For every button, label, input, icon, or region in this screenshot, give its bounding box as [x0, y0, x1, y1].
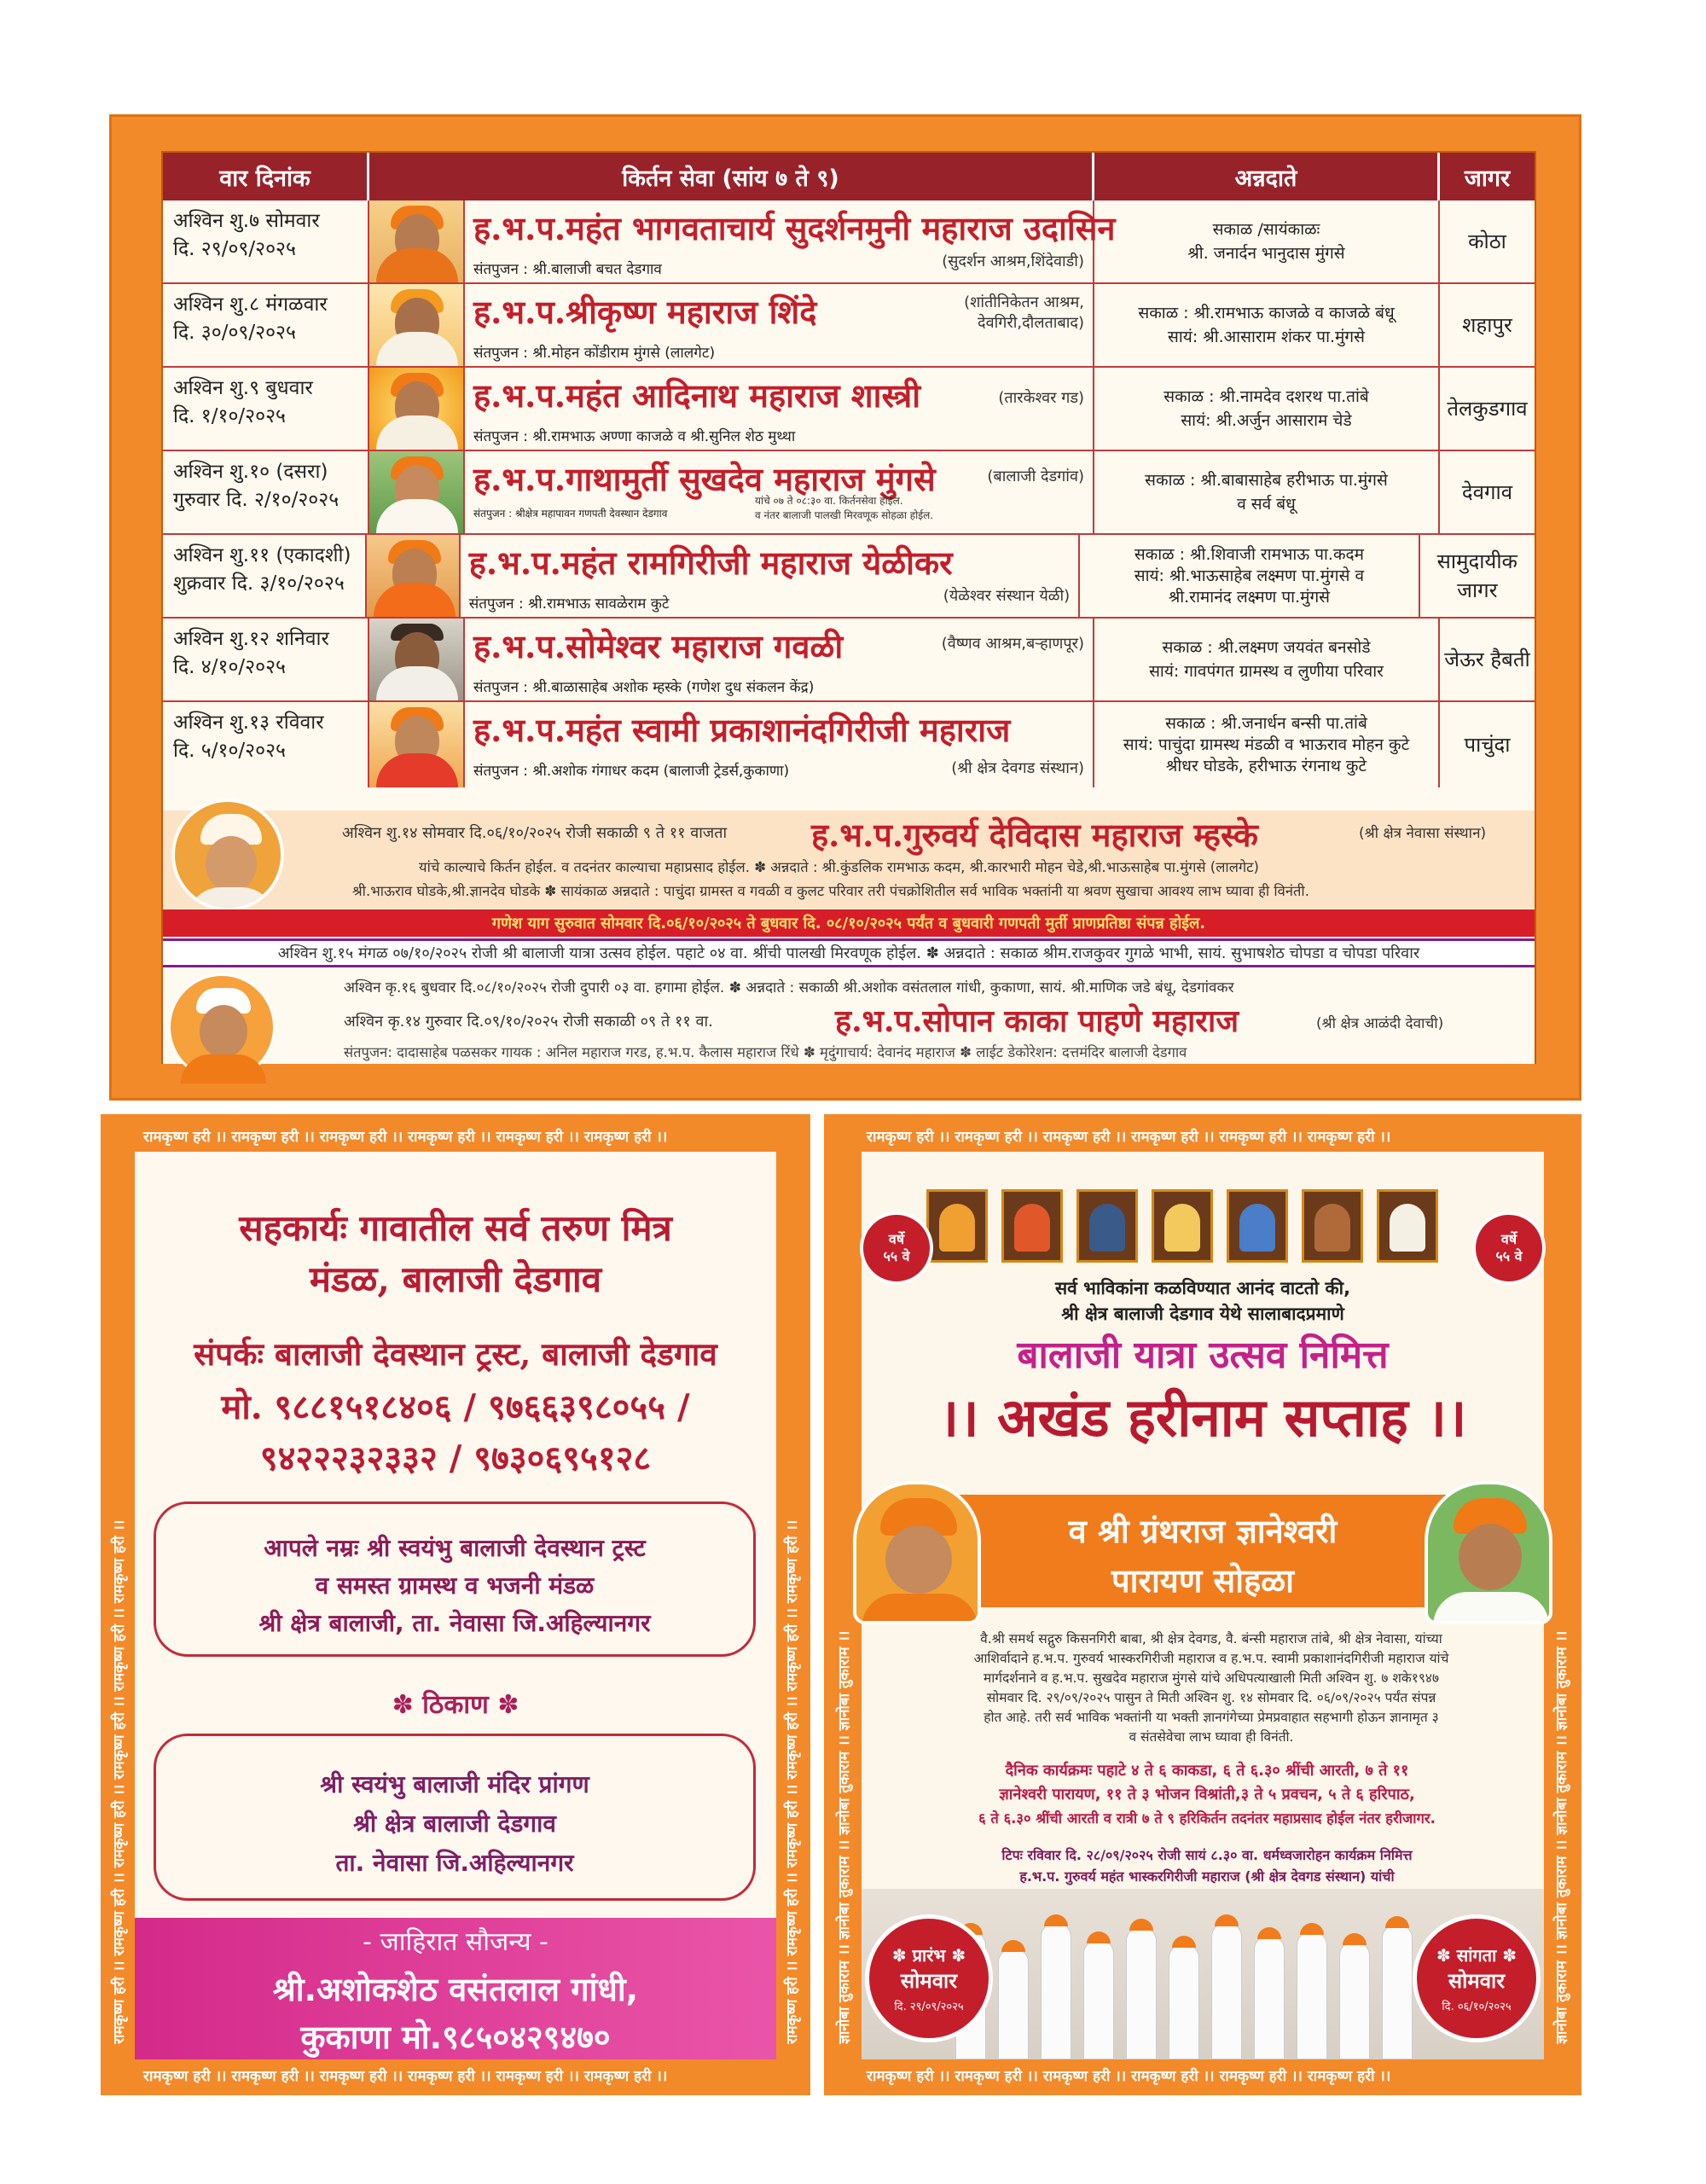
sopan-ashram: (श्री क्षेत्र आळंदी देवाची): [1316, 1015, 1444, 1032]
row-date: अश्विन शु.११ (एकादशी) शुक्रवार दि. ३/१०/२०२५: [163, 535, 367, 617]
daily-program: दैनिक कार्यक्रमः पहाटे ४ ते ६ काकडा, ६ ते ६.३० श्रींची आरती, ७ ते ११ ज्ञानेश्वरी पारायण, ११ ते ३ भोजन विश्रांती,३ ते ५ प्रवचन, ५ ते ६ हरिपाठ, ६ ते ६.३० श्रींची आरती व रात्री ७ ते ९ हरिकिर्तन तदनंतर महाप्रसाद होईल नंतर हरीजागर.: [978, 1762, 1436, 1827]
guru-line3: श्री.भाऊराव घोडके,श्री.ज्ञानदेव घोडके ✽ सायंकाळ अन्नदाते : पाचुंदा ग्रामस्त व गवळी व कुलट परिवार तरी पंचक्रोशितील सर्व भाविक भक्तांनी या श्रवण सुखाचा आवश्य लाभ घ्यावा ही विनंती.: [352, 883, 1309, 899]
speaker-name: ह.भ.प.महंत रामगिरीजी महाराज येळीकर: [468, 543, 953, 582]
ashram: (वैष्णव आश्रम,बऱ्हाणपूर): [941, 635, 1084, 653]
guru-line1: अश्विन शु.१४ सोमवार दि.०६/१०/२०२५ रोजी सकाळी ९ ते ११ वाजता: [342, 824, 728, 842]
kirtan-cell: [465, 619, 1094, 700]
saint-photo-left: [853, 1481, 981, 1624]
header-kirtan: किर्तन सेवा (सांय ७ ते ९): [369, 153, 1094, 200]
title-line1: बालाजी यात्रा उत्सव निमित्त: [1017, 1333, 1389, 1377]
border-text-left: रामकृष्ण हरी ।। रामकृष्ण हरी ।। रामकृष्ण हरी ।। रामकृष्ण हरी ।। रामकृष्ण हरी ।। रामकृष्ण हरी ।।: [111, 1519, 128, 2044]
guru-kala-kirtan: [163, 810, 1535, 909]
year-badge-left: वर्षे ५५ वे: [860, 1211, 933, 1285]
thikan-label: ✽ ठिकाण ✽: [392, 1690, 519, 1720]
border-text-right: ज्ञानोबा तुकाराम ।। ज्ञानोबा तुकाराम ।। ज्ञानोबा तुकाराम ।। ज्ञानोबा तुकाराम ।।: [1553, 1630, 1570, 2044]
border-text-top: रामकृष्ण हरी ।। रामकृष्ण हरी ।। रामकृष्ण हरी ।। रामकृष्ण हरी ।। रामकृष्ण हरी ।। रामकृष्ण हरी ।।: [867, 1129, 1391, 1146]
deity-image: [1001, 1189, 1063, 1263]
saint-photo-right: [1425, 1481, 1552, 1624]
row-date: अश्विन शु.१२ शनिवार दि. ४/१०/२०२५: [163, 619, 369, 700]
sopan-kaka-block: [163, 970, 1535, 1064]
banner-line1: व श्री ग्रंथराज ज्ञानेश्वरी: [1068, 1513, 1338, 1550]
kirtan-cell: [461, 535, 1080, 617]
speaker-photo: [369, 619, 465, 700]
border-text-left: ज्ञानोबा तुकाराम ।। ज्ञानोबा तुकाराम ।। ज्ञानोबा तुकाराम ।। ज्ञानोबा तुकाराम ।।: [836, 1630, 853, 2044]
ad-sponsor: [135, 1918, 776, 2059]
speaker-name: ह.भ.प.श्रीकृष्ण महाराज शिंदे: [473, 293, 817, 331]
santpujan: संतपुजन : श्री.बालाजी बचत देडगाव: [473, 261, 662, 278]
ashram: (तारकेश्वर गड): [998, 389, 1084, 407]
kirtan-cell: [465, 200, 1116, 282]
title-line2: ।। अखंड हरीनाम सप्ताह ।।: [938, 1386, 1467, 1449]
row-date: अश्विन शु.१३ रविवार दि. ५/१०/२०२५: [163, 702, 369, 787]
speaker-photo: [369, 200, 465, 282]
tip-note: टिपः रविवार दि. २८/०९/२०२५ रोजी सायं ८.३० वा. धर्मध्वजारोहन कार्यक्रम निमित्त ह.भ.प. गुरुवर्य महंत भास्करगिरीजी महाराज (श्री क्षेत्र देवगड संस्थान) यांची: [1001, 1847, 1413, 1885]
annadate-cell: सकाळ : श्री.लक्ष्मण जयवंत बनसोडे सायं: गावपंगत ग्रामस्थ व लुणीया परिवार: [1094, 619, 1440, 700]
jagar-cell: पाचुंदा: [1464, 733, 1511, 757]
annadate-cell: सकाळ /सायंकाळः श्री. जनार्दन भानुदास मुंगसे: [1094, 200, 1440, 282]
schedule-panel: [109, 114, 1581, 1101]
speaker-photo: [369, 702, 465, 787]
sahakarya-line1: सहकार्यः गावातील सर्व तरुण मित्र: [239, 1207, 672, 1249]
santpujan: संतपुजन : श्री.बाळासाहेब अशोक म्हस्के (गणेश दुध संकलन केंद्र): [473, 679, 815, 696]
annadate-cell: सकाळ : श्री.शिवाजी रामभाऊ पा.कदम सायं: श्री.भाऊसाहेब लक्ष्मण पा.मुंगसे व श्री.रामानंद लक्ष्मण पा.मुंगसे: [1080, 535, 1420, 617]
place-line2: श्री क्षेत्र बालाजी देडगाव: [353, 1809, 556, 1838]
speaker-name: ह.भ.प.महंत स्वामी प्रकाशानंदगिरीजी महाराज: [473, 711, 1011, 749]
place-box: [154, 1734, 756, 1901]
row-date: अश्विन शु.१० (दसरा) गुरुवार दि. २/१०/२०२५: [163, 451, 369, 533]
yatra-bar: अश्विन शु.१५ मंगळ ०७/१०/२०२५ रोजी श्री बालाजी यात्रा उत्सव होईल. पहाटे ०४ वा. श्रींची पालखी मिरवणूक होईल. ✽ अन्नदाते : सकाळ श्रीम.राजकुवर गुगळे भाभी, सायं. सुभाषशेठ चोपडा व चोपडा परिवार: [163, 938, 1535, 967]
end-seal: ✽ सांगता ✽ सोमवार दि. ०६/१०/२०२५: [1413, 1914, 1541, 2042]
jagar-cell: देवगाव: [1461, 480, 1513, 504]
table-row: [163, 619, 1535, 702]
sopan-photo: [168, 973, 276, 1081]
sopan-name: ह.भ.प.सोपान काका पाहणे महाराज: [835, 1003, 1239, 1039]
ashram: (श्री क्षेत्र देवगड संस्थान): [951, 759, 1084, 777]
border-text-top: रामकृष्ण हरी ।। रामकृष्ण हरी ।। रामकृष्ण हरी ।। रामकृष्ण हरी ।। रामकृष्ण हरी ।। रामकृष्ण हरी ।।: [143, 1129, 668, 1146]
santpujan: संतपुजन : श्री.मोहन कोंडीराम मुंगसे (लालगेट): [473, 345, 716, 362]
santpujan: संतपुजन : श्री.रामभाऊ सावळेराम कुटे: [468, 595, 670, 613]
sopan-line1: अश्विन कृ.१६ बुधवार दि.०८/१०/२०२५ रोजी दुपारी ०३ वा. हगामा होईल. ✽ अन्नदाते : सकाळी श्री.अशोक वसंतलाल गांधी, कुकाणा, सायं. श्री.माणिक जडे बंधू, देडगांवकर: [344, 979, 1234, 996]
saptah-content: [862, 1152, 1544, 2059]
table-row: [163, 200, 1535, 284]
jagar-cell: शहापुर: [1462, 313, 1512, 337]
deity-image: [926, 1189, 988, 1263]
parayan-banner: [955, 1495, 1450, 1607]
deity-image: [1227, 1189, 1288, 1263]
santpujan: संतपुजन : श्री.अशोक गंगाधर कदम (बालाजी ट्रेडर्स,कुकाणा): [473, 763, 790, 780]
guru-ashram: (श्री क्षेत्र नेवासा संस्थान): [1359, 825, 1487, 842]
annadate-cell: सकाळ : श्री.जनार्धन बन्सी पा.तांबे सायं: पाचुंदा ग्रामस्थ मंडळी व भाऊराव मोहन कुटे श्रीधर घोडके, हरीभाऊ रंगनाथ कुटे: [1094, 702, 1440, 787]
speaker-name: ह.भ.प.महंत आदिनाथ महाराज शास्त्री: [473, 376, 921, 415]
guru-name: ह.भ.प.गुरुवर्य देविदास महाराज म्हस्के: [811, 816, 1258, 854]
saptah-panel: [824, 1114, 1581, 2095]
ashram: (सुदर्शन आश्रम,शिंदेवाडी): [942, 253, 1084, 270]
intro-line1: सर्व भाविकांना कळविण्यात आनंद वाटतो की,: [1054, 1278, 1351, 1298]
ashram: (बालाजी देडगांव): [987, 468, 1084, 485]
annadate-cell: सकाळ : श्री.नामदेव दशरथ पा.तांबे सायं: श्री.अर्जुन आसाराम चेडे: [1094, 368, 1440, 450]
guru-line2: यांचे काल्याचे किर्तन होईल. व तदनंतर काल्याचा महाप्रसाद होईल. ✽ अन्नदाते : श्री.कुंडलिक रामभाऊ कदम, श्री.कारभारी मोहन चेडे,श्री.भाऊसाहेब पा.मुंगसे (लालगेट): [419, 859, 1259, 875]
row-date: अश्विन शु.८ मंगळवार दि. ३०/०९/२०२५: [163, 284, 369, 366]
ad-line2: कुकाणा मो.९८५०४२९४७०: [300, 2018, 611, 2056]
speaker-photo: [369, 451, 465, 533]
jagar-cell: सामुदायीक जागर: [1436, 549, 1517, 602]
table-row: [163, 284, 1535, 368]
header-date: वार दिनांक: [163, 153, 369, 200]
annadate-cell: सकाळ : श्री.बाबासाहेब हरीभाऊ पा.मुंगसे व सर्व बंधू: [1094, 451, 1440, 533]
jagar-cell: कोठा: [1468, 229, 1506, 253]
sampark-line: संपर्कः बालाजी देवस्थान ट्रस्ट, बालाजी देडगाव: [194, 1335, 717, 1373]
intro-paragraph: वै.श्री समर्थ सद्गुरु किसनगिरी बाबा, श्री क्षेत्र देवगड, वै. बंन्सी महाराज तांबे, श्री क्षेत्र नेवासा, यांच्या आशिर्वादाने ह.भ.प. गुरुवर्य भास्करगिरीजी महाराज व ह.भ.प. स्वामी प्रकाशानंदगिरीजी महाराज यांचे मार्गदर्शनाने व ह.भ.प. सुखदेव महाराज मुंगसे यांचे अधिपत्याखाली मिती अश्विन शु. ७ शके१९४७ सोमवार दि. २९/०९/२०२५ पासुन ते मिती अश्विन शु. १४ सोमवार दि. ०६/०९/२०२५ पर्यंत संपन्न होत आहे. तरी सर्व भाविक भक्तांनी या भक्ती ज्ञानगंगेच्या प्रेमप्रवाहात सहभागी होऊन ज्ञानामृत ३ व संतसेवेचा लाभ घ्यावा ही विनंती.: [973, 1631, 1449, 1745]
annadate-cell: सकाळ : श्री.रामभाऊ काजळे व काजळे बंधू सायं: श्री.आसाराम शंकर पा.मुंगसे: [1094, 284, 1440, 366]
table-row: [163, 451, 1535, 535]
speaker-name: ह.भ.प.महंत भागवताचार्य सुदर्शनमुनी महाराज उदासिन: [473, 209, 1116, 247]
ad-label: - जाहिरात सौजन्य -: [363, 1927, 548, 1957]
ashram: (येळेश्वर संस्थान येळी): [943, 587, 1071, 605]
border-text-bottom: रामकृष्ण हरी ।। रामकृष्ण हरी ।। रामकृष्ण हरी ।। रामकृष्ण हरी ।। रामकृष्ण हरी ।। रामकृष्ण हरी ।।: [143, 2068, 668, 2085]
sahakarya-line2: मंडळ, बालाजी देडगाव: [309, 1258, 602, 1300]
kirtan-cell: [465, 702, 1094, 787]
namra-line1: आपले नम्रः श्री स्वयंभु बालाजी देवस्थान ट्रस्ट: [264, 1534, 646, 1562]
intro-line2: श्री क्षेत्र बालाजी देडगाव येथे सालाबादप्रमाणे: [1061, 1304, 1344, 1324]
row-date: अश्विन शु.९ बुधवार दि. १/१०/२०२५: [163, 368, 369, 450]
contact-content: [135, 1152, 776, 2059]
speaker-photo: [369, 368, 465, 450]
schedule-table: [161, 151, 1536, 1064]
ashram: (शांतीनिकेतन आश्रम, देवगिरी,दौलताबाद): [964, 293, 1084, 332]
sopan-line2: अश्विन कृ.१४ गुरुवार दि.०९/१०/२०२५ रोजी सकाळी ०९ ते ११ वा.: [344, 1013, 713, 1031]
phones-line2: ९४२२२३२३३२ / ९७३०६९५१२८: [259, 1438, 652, 1478]
row-date: अश्विन शु.७ सोमवार दि. २९/०९/२०२५: [163, 200, 369, 282]
speaker-photo: [367, 535, 461, 617]
border-text-bottom: रामकृष्ण हरी ।। रामकृष्ण हरी ।। रामकृष्ण हरी ।। रामकृष्ण हरी ।। रामकृष्ण हरी ।। रामकृष्ण हरी ।।: [867, 2068, 1391, 2085]
namra-line2: व समस्त ग्रामस्थ व भजनी मंडळ: [315, 1571, 595, 1600]
santpujan: संतपुजन : श्रीक्षेत्र महापावन गणपती देवस्थान देडगाव: [473, 508, 668, 520]
speaker-name: ह.भ.प.सोमेश्वर महाराज गवळी: [473, 627, 844, 665]
table-row: [163, 368, 1535, 451]
start-seal: ✽ प्रारंभ ✽ सोमवार दि. २९/०९/२०२५: [865, 1914, 993, 2042]
year-badge-right: वर्षे ५५ वे: [1472, 1211, 1546, 1285]
kirtan-cell: [465, 451, 1094, 533]
table-row: [163, 702, 1535, 787]
deity-image: [1152, 1189, 1213, 1263]
deity-image: [1076, 1189, 1138, 1263]
kirtan-note: यांचे ०७ ते ०८:३० वा. किर्तनसेवा होईल. व नंतर बालाजी पालखी मिरवणूक सोहळा होईल.: [755, 495, 934, 521]
table-row: [163, 535, 1535, 619]
header-annadate: अन्नदाते: [1094, 153, 1440, 200]
santpujan: संतपुजन : श्री.रामभाऊ अण्णा काजळे व श्री.सुनिल शेठ मुथ्था: [473, 428, 796, 445]
deity-image: [1302, 1189, 1363, 1263]
guru-photo: [171, 799, 284, 911]
contact-panel: [101, 1114, 810, 2095]
sopan-line3: संतपुजन: दादासाहेब पळसकर गायक : अनिल महाराज गरड, ह.भ.प. कैलास महाराज रिंधे ✽ मृदुंगाचार्य: देवानंद महाराज ✽ लाईट डेकोरेशन: दत्तमंदिर बालाजी देडगाव: [344, 1044, 1187, 1060]
place-line1: श्री स्वयंभु बालाजी मंदिर प्रांगण: [320, 1770, 589, 1798]
deity-image: [1377, 1189, 1438, 1263]
header-jagar: जागर: [1464, 165, 1511, 192]
place-line3: ता. नेवासा जि.अहिल्यानगर: [335, 1849, 574, 1877]
speaker-photo: [369, 284, 465, 366]
phones-line1: मो. ९८८१५१८४०६ / ९७६६३९८०५५ /: [221, 1387, 690, 1427]
kirtan-cell: [465, 284, 1094, 366]
namra-line3: श्री क्षेत्र बालाजी, ता. नेवासा जि.अहिल्यानगर: [258, 1609, 651, 1637]
ad-line1: श्री.अशोकशेठ वसंतलाल गांधी,: [272, 1971, 639, 2008]
namra-box: [154, 1502, 756, 1657]
speaker-name: ह.भ.प.गाथामुर्ती सुखदेव महाराज मुंगसे: [473, 460, 936, 498]
table-header: [163, 153, 1535, 200]
ganesh-yag-bar: गणेश याग सुरुवात सोमवार दि.०६/१०/२०२५ ते बुधवार दि. ०८/१०/२०२५ पर्यंत व बुधवारी गणपती मुर्ती प्राणप्रतिष्ठा संपन्न होईल.: [163, 909, 1535, 937]
border-text-right: रामकृष्ण हरी ।। रामकृष्ण हरी ।। रामकृष्ण हरी ।। रामकृष्ण हरी ।। रामकृष्ण हरी ।। रामकृष्ण हरी ।।: [784, 1519, 801, 2044]
jagar-cell: जेऊर हैबती: [1444, 648, 1530, 671]
jagar-cell: तेलकुडगाव: [1447, 397, 1528, 421]
kirtan-cell: [465, 368, 1094, 450]
banner-line2: पारायण सोहळा: [1111, 1562, 1294, 1600]
